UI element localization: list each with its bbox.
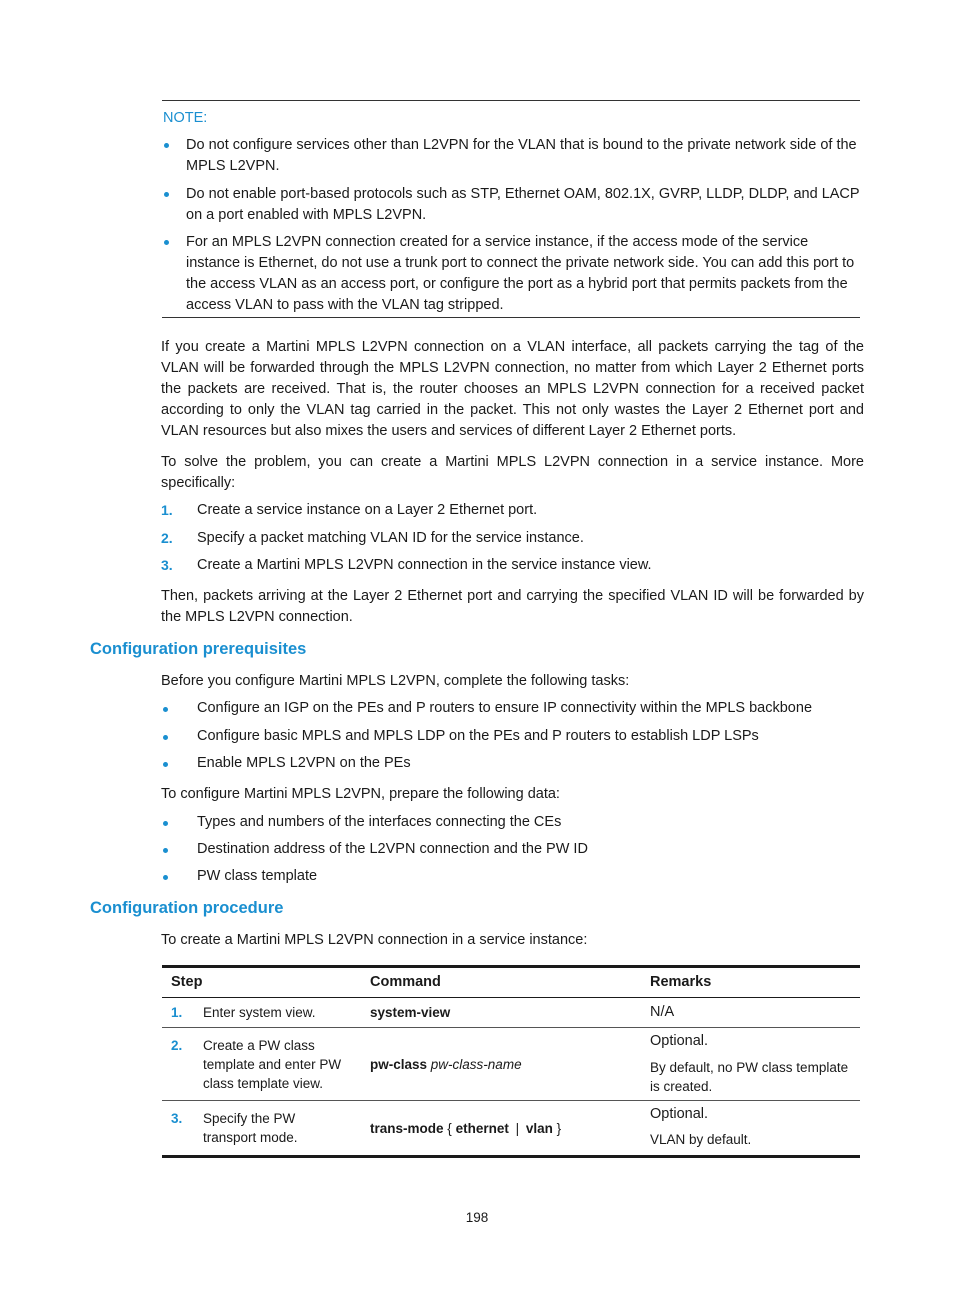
command-keyword: trans-mode bbox=[370, 1120, 444, 1136]
note-bullet-icon bbox=[164, 240, 169, 245]
remark-text: Optional. bbox=[650, 1033, 709, 1049]
step-cell bbox=[162, 1028, 370, 1101]
table-row bbox=[162, 1101, 860, 1157]
step-text: Create a Martini MPLS L2VPN connection in the service instance view. bbox=[197, 557, 652, 573]
step-description: Enter system view. bbox=[203, 1005, 316, 1020]
step-cell bbox=[162, 1101, 370, 1157]
task-bullet-icon bbox=[163, 762, 168, 767]
data-bullet-icon bbox=[163, 821, 168, 826]
note-bullet-icon bbox=[164, 192, 169, 197]
remarks-cell bbox=[650, 1101, 860, 1157]
remarks-cell bbox=[650, 998, 860, 1028]
task-item: Configure basic MPLS and MPLS LDP on the PEs and P routers to establish LDP LSPs bbox=[197, 728, 759, 744]
command-keyword: system-view bbox=[370, 1005, 451, 1020]
step-number: 2. bbox=[171, 1037, 183, 1053]
step-cell bbox=[162, 998, 370, 1028]
data-item: Types and numbers of the interfaces connecting the CEs bbox=[197, 814, 562, 830]
solve-paragraph: To solve the problem, you can create a Martini MPLS L2VPN connection in a service instance. More specifically: bbox=[161, 454, 864, 491]
task-bullet-icon bbox=[163, 735, 168, 740]
command-cell bbox=[370, 1028, 650, 1101]
intro-paragraph: If you create a Martini MPLS L2VPN connection on a VLAN interface, all packets carrying the tag of the VLAN will be forwarded through the MPLS L2VPN connection, no matter from which Layer 2 Ethernet ports the packets are received. That is, the router chooses an MPLS L2VPN connection for a received packet according to only the VLAN tag carried in the packet. This not only wastes the Layer 2 Ethernet port and VLAN resources but also mixes the users and services of different Layer 2 Ethernet ports. bbox=[161, 339, 864, 439]
command-argument: pw-class-name bbox=[430, 1056, 522, 1072]
step-text: Create a service instance on a Layer 2 Ethernet port. bbox=[197, 502, 538, 518]
task-item: Enable MPLS L2VPN on the PEs bbox=[197, 755, 411, 771]
page-number: 198 bbox=[465, 1210, 489, 1225]
note-bottom-rule bbox=[162, 317, 860, 318]
step-description: Specify the PW transport mode. bbox=[203, 1111, 298, 1145]
table-row bbox=[162, 1028, 860, 1101]
section-heading-prerequisites: Configuration prerequisites bbox=[90, 640, 307, 658]
task-item: Configure an IGP on the PEs and P routers to ensure IP connectivity within the MPLS backbone bbox=[197, 700, 813, 716]
remark-text: Optional. bbox=[650, 1106, 709, 1122]
note-bullet-icon bbox=[164, 143, 169, 148]
data-bullet-icon bbox=[163, 875, 168, 880]
command-cell bbox=[370, 998, 650, 1028]
brace-open: { bbox=[447, 1120, 452, 1136]
step-text: Specify a packet matching VLAN ID for the service instance. bbox=[197, 530, 584, 546]
remark-text: VLAN by default. bbox=[650, 1132, 752, 1147]
step-number: 1. bbox=[161, 502, 173, 518]
task-bullet-icon bbox=[163, 707, 168, 712]
then-paragraph: Then, packets arriving at the Layer 2 Ethernet port and carrying the specified VLAN ID will be forwarded by the MPLS L2VPN connection. bbox=[161, 588, 864, 625]
data-bullet-icon bbox=[163, 848, 168, 853]
remark-text: N/A bbox=[650, 1004, 675, 1020]
step-number: 1. bbox=[171, 1005, 183, 1020]
column-header-step: Step bbox=[171, 974, 203, 990]
command-option: vlan bbox=[525, 1120, 553, 1136]
table-row bbox=[162, 998, 860, 1028]
remark-text: By default, no PW class template is created. bbox=[650, 1060, 849, 1094]
note-top-rule bbox=[162, 100, 860, 101]
step-number: 2. bbox=[161, 530, 173, 546]
command-cell bbox=[370, 1101, 650, 1157]
procedure-intro: To create a Martini MPLS L2VPN connection in a service instance: bbox=[161, 932, 588, 948]
brace-close: } bbox=[556, 1120, 562, 1136]
command-keyword: pw-class bbox=[370, 1056, 428, 1072]
note-item: For an MPLS L2VPN connection created for a service instance, if the access mode of the service instance is Ethernet, do not use a trunk port to connect the private network side. You can add this port to the access VLAN as an access port, or configure the port as a hybrid port that permits packets from the access VLAN to pass with the VLAN tag stripped. bbox=[186, 234, 855, 313]
procedure-table bbox=[162, 965, 860, 1158]
note-label: NOTE: bbox=[163, 110, 208, 126]
step-description: Create a PW class template and enter PW class template view. bbox=[203, 1037, 342, 1091]
step-number: 3. bbox=[171, 1111, 183, 1126]
option-separator: | bbox=[515, 1120, 520, 1136]
prereq-intro: Before you configure Martini MPLS L2VPN, complete the following tasks: bbox=[161, 673, 630, 689]
data-item: Destination address of the L2VPN connection and the PW ID bbox=[197, 841, 588, 857]
column-header-command: Command bbox=[370, 974, 441, 990]
remarks-cell bbox=[650, 1028, 860, 1101]
table-header-row bbox=[162, 967, 860, 998]
data-item: PW class template bbox=[197, 868, 318, 884]
column-header-remarks: Remarks bbox=[650, 974, 712, 990]
note-item: Do not configure services other than L2VPN for the VLAN that is bound to the private network side of the MPLS L2VPN. bbox=[186, 137, 857, 174]
prepare-intro: To configure Martini MPLS L2VPN, prepare the following data: bbox=[161, 786, 560, 802]
step-number: 3. bbox=[161, 557, 173, 573]
note-item: Do not enable port-based protocols such as STP, Ethernet OAM, 802.1X, GVRP, LLDP, DLDP, and LACP on a port enabled with MPLS L2VPN. bbox=[186, 186, 860, 223]
section-heading-procedure: Configuration procedure bbox=[90, 899, 284, 917]
command-option: ethernet bbox=[455, 1120, 509, 1136]
